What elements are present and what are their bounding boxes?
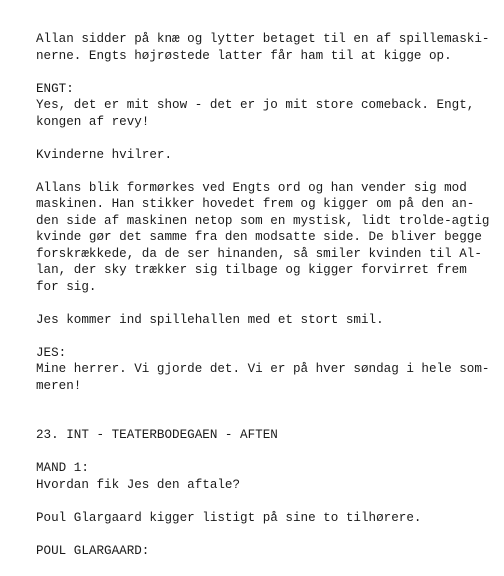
dialogue-block	[36, 345, 490, 395]
action-line: Poul Glargaard kigger listigt på sine to tilhørere.	[36, 510, 422, 525]
action-line: kvinde gør det samme fra den modsatte side. De bliver begge	[36, 230, 482, 244]
script-page	[36, 31, 490, 559]
action-line: Allans blik formørkes ved Engts ord og han vender sig mod	[36, 180, 467, 195]
character-name: ENGT:	[36, 81, 74, 96]
dialogue-line: Hvordan fik Jes den aftale?	[36, 477, 241, 492]
dialogue-block	[36, 460, 476, 493]
action-line: lan, der sky trækker sig tilbage og kigger forvirret frem	[36, 263, 467, 277]
scene-heading	[36, 427, 476, 444]
character-name: MAND 1:	[36, 461, 89, 475]
dialogue-line: kongen af revy!	[36, 114, 150, 129]
dialogue-line: Yes, det er mit show - det er jo mit store comeback. Engt,	[36, 98, 475, 112]
action-line: forskrækkede, da de ser hinanden, så smiler kvinden til Al-	[36, 246, 482, 261]
action-line: Kvinderne hvilrer.	[36, 147, 173, 162]
dialogue-block	[36, 543, 476, 560]
action-line: den side af maskinen netop som en mystisk, lidt trolde-agtig	[36, 213, 490, 228]
scene-heading-line: 23. INT - TEATERBODEGAEN - AFTEN	[36, 428, 278, 442]
action-block	[36, 180, 490, 296]
action-line: for sig.	[36, 279, 97, 294]
character-name: JES:	[36, 345, 67, 360]
action-line: nerne. Engts højrøstede latter får ham til at kigge op.	[36, 48, 452, 63]
action-block	[36, 147, 476, 164]
action-block	[36, 510, 476, 527]
dialogue-block	[36, 81, 476, 131]
action-line: maskinen. Han stikker hovedet frem og kigger om på den an-	[36, 197, 475, 211]
dialogue-line: meren!	[36, 378, 82, 393]
action-line: Jes kommer ind spillehallen med et stort smil.	[36, 312, 384, 327]
action-block	[36, 312, 476, 329]
dialogue-line: Mine herrer. Vi gjorde det. Vi er på hver søndag i hele som-	[36, 362, 490, 376]
action-block	[36, 31, 490, 64]
character-name: POUL GLARGAARD:	[36, 543, 150, 558]
action-line: Allan sidder på knæ og lytter betaget til en af spillemaski-	[36, 32, 490, 46]
